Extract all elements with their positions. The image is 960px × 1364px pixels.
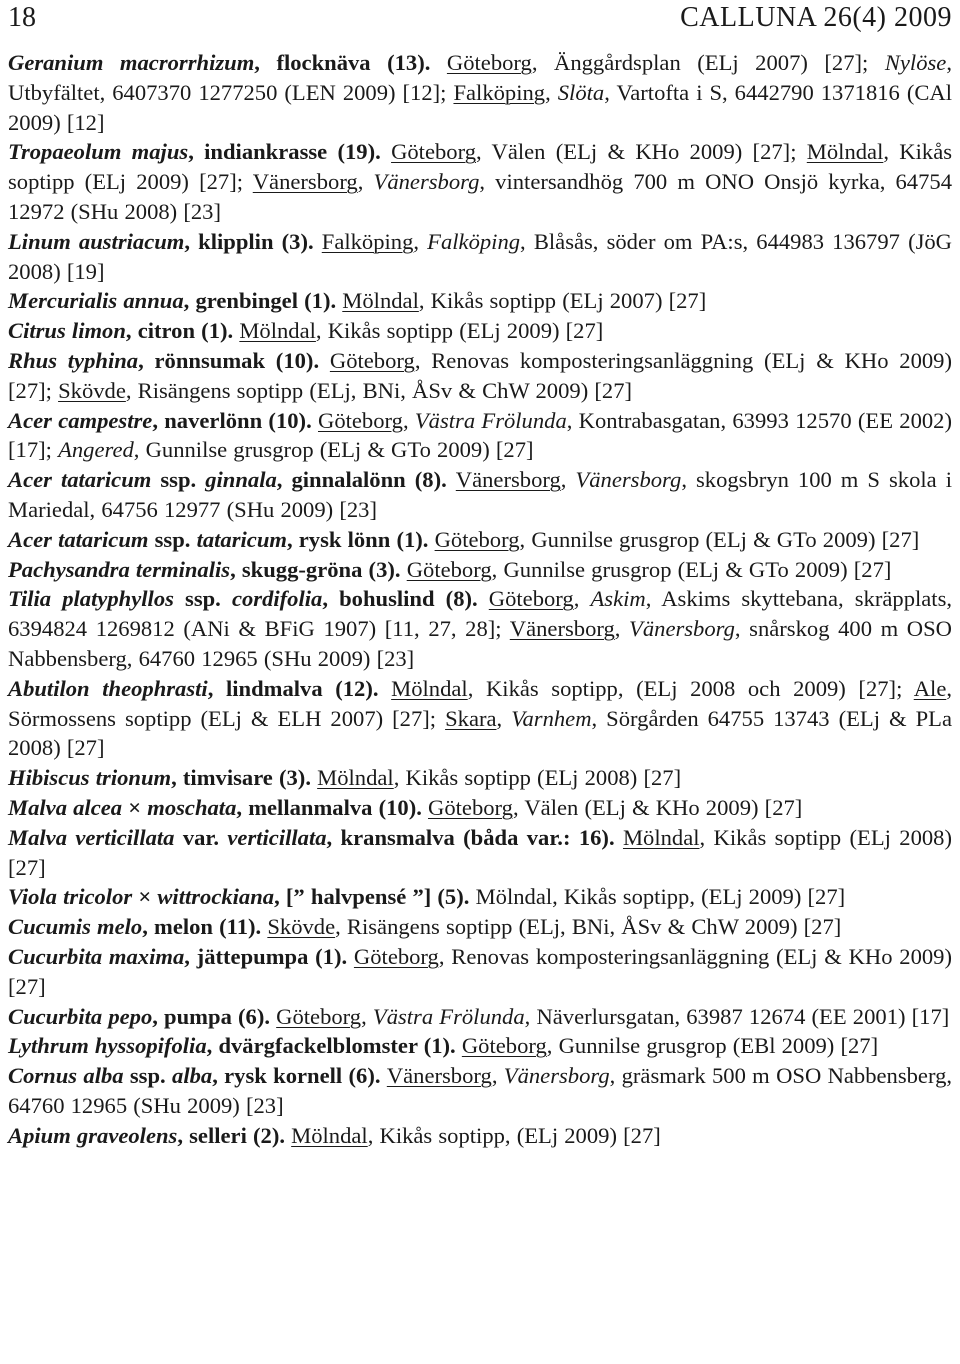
record-text: , [545,79,558,105]
place-name: Göteborg [428,794,513,820]
place-name: Vänersborg [252,169,358,195]
scientific-name: Pachysandra terminalis [8,556,231,582]
common-name: var. [174,824,228,850]
page-header [8,0,952,48]
record-text: , vintersandhög 700 m ONO Onsjö kyrka, 64754 12972 (SHu 2008) [23] [8,169,952,224]
place-name: Ale [913,675,947,701]
record-text: , Kikås soptipp (ELj 2007) [27] [418,288,707,314]
common-name: ssp. [148,526,197,552]
record-text: , Gunnilse grusgrop (ELj & GTo 2009) [27] [491,556,892,582]
species-entry [8,525,952,555]
place-name: Mölndal [291,1122,368,1148]
record-text: , Gunnilse grusgrop (EBl 2009) [27] [546,1033,879,1059]
record-text: , snårskog 400 m OSO Nabbensberg, 64760 12965 (SHu 2009) [23] [8,616,952,671]
place-name: Mölndal [239,318,316,344]
scientific-name: ginnala [205,467,277,493]
species-entry [8,674,952,763]
record-text: , [614,616,630,642]
species-entry [8,584,952,673]
common-name: , rönnsumak (10). [138,347,330,373]
place-name: Skövde [58,377,126,403]
scientific-name: Geranium macrorrhizum [8,50,255,75]
common-name: , rysk kornell (6). [212,1063,387,1089]
species-entry [8,346,952,406]
locality-name: Slöta [557,79,605,105]
species-entry [8,763,952,793]
record-text: , [496,705,512,731]
scientific-name: moschata [147,794,237,820]
scientific-name: tataricum [196,526,287,552]
record-text: , [491,1063,504,1089]
record-text: , Kikås soptipp (ELj 2008) [27] [8,824,952,880]
species-entry [8,1031,952,1061]
page-number: 18 [8,2,36,33]
place-name: Göteborg [461,1033,547,1059]
scientific-name: Malva verticillata [8,824,175,850]
scientific-name: Apium graveolens [8,1122,178,1148]
record-text: Mölndal, Kikås soptipp, (ELj 2009) [27] [475,884,846,910]
record-text: , Kikås soptipp (ELj 2009) [27]; [8,139,953,195]
locality-name: Vänersborg [503,1063,610,1089]
record-text: , Renovas komposteringsanläggning (ELj & KHo 2009) [27]; [8,347,952,403]
common-name: , grenbingel (1). [183,288,343,314]
common-name: , klipplin (3). [184,228,322,254]
common-name: , bohuslind (8). [322,586,489,612]
place-name: Göteborg [488,586,574,612]
common-name: × [132,884,158,910]
record-text: , Gunnilse grusgrop (ELj & GTo 2009) [27] [133,437,534,463]
record-text: , skogsbryn 100 m S skola i Mariedal, 64756 12977 (SHu 2009) [23] [8,467,952,522]
locality-name: Askim [590,586,646,612]
common-name: , [” halvpensé ”] (5). [274,884,476,910]
record-text: , Sörgården 64755 13743 (ELj & PLa 2008) [27] [8,705,952,761]
document-page [8,0,952,1150]
locality-name: Angered [58,437,134,463]
record-text: , Änggårdsplan (ELj 2007) [27]; [531,50,885,75]
locality-name: Vänersborg [575,467,682,493]
common-name: , melon (11). [142,914,268,940]
record-text: , Näverlursgatan, 63987 12674 (EE 2001) [17] [524,1003,950,1029]
place-name: Mölndal [391,675,468,701]
species-entry [8,1002,952,1032]
record-text: , [357,169,374,195]
record-text: , Kikås soptipp (ELj 2008) [27] [393,765,682,791]
locality-name: Falköping [427,228,521,254]
place-name: Mölndal [342,288,419,314]
record-text: , Kikås soptipp, (ELj 2009) [27] [367,1122,661,1148]
place-name: Skövde [267,914,336,940]
record-text: , Kontrabasgatan, 63993 12570 (EE 2002) [17]; [8,407,952,463]
record-text: , Välen (ELj & KHo 2009) [27]; [476,139,807,165]
common-name: , kransmalva (båda var.: 16). [326,824,623,850]
species-entry [8,137,952,226]
record-text: , Risängens soptipp (ELj, BNi, ÅSv & ChW 2009) [27] [125,377,633,403]
record-text: , Välen (ELj & KHo 2009) [27] [512,794,803,820]
place-name: Göteborg [391,139,476,165]
species-entry [8,823,952,883]
common-name: , naverlönn (10). [152,407,318,433]
species-entry [8,465,952,525]
scientific-name: Lythrum hyssopifolia [8,1033,207,1059]
place-name: Skara [445,705,497,731]
place-name: Falköping [321,228,414,254]
scientific-name: verticillata [227,824,327,850]
record-text: , Vartofta i S, 6442790 1371816 (CAl 2009) [12] [8,79,953,135]
scientific-name: Abutilon theophrasti [8,675,208,701]
locality-name: Vänersborg [629,616,735,642]
common-name: ssp. [123,1063,173,1089]
scientific-name: Linum austriacum [8,228,185,254]
record-text: , Blåsås, söder om PA:s, 644983 136797 (JöG 2008) [19] [8,228,952,284]
record-text: , [361,1003,373,1029]
species-entry [8,316,952,346]
common-name: × [122,794,148,820]
scientific-name: Rhus typhina [8,347,139,373]
record-text: , Sörmossens soptipp (ELj & ELH 2007) [27]; [8,675,952,731]
species-entry [8,48,952,137]
species-entry [8,912,952,942]
place-name: Mölndal [317,765,394,791]
common-name: , citron (1). [125,318,240,344]
common-name: , lindmalva (12). [207,675,392,701]
common-name: , ginnalalönn (8). [276,467,456,493]
locality-name: Nylöse [884,50,947,75]
common-name: , skugg-gröna (3). [230,556,407,582]
locality-name: Västra Frölunda [372,1003,525,1029]
scientific-name: Acer tataricum [8,526,149,552]
common-name: , flocknäva (13). [254,50,447,75]
place-name: Göteborg [318,407,403,433]
record-text: , Askims skyttebana, skräpplats, 6394824 1269812 (ANi & BFiG 1907) [11, 27, 28]; [8,586,953,642]
record-text: , [413,228,428,254]
place-name: Vänersborg [455,467,561,493]
record-text: , [560,467,576,493]
common-name: , dvärgfackelblomster (1). [206,1033,462,1059]
species-entry [8,555,952,585]
scientific-name: Malva alcea [8,794,123,820]
place-name: Göteborg [446,50,532,75]
common-name: ssp. [173,586,232,612]
species-entry [8,1061,952,1121]
record-text: , Renovas komposteringsanläggning (ELj & KHo 2009) [27] [8,943,952,999]
place-name: Göteborg [353,943,439,969]
place-name: Göteborg [406,556,492,582]
locality-name: Västra Frölunda [414,407,567,433]
journal-title: CALLUNA 26(4) 2009 [680,2,952,33]
common-name: , rysk lönn (1). [286,526,435,552]
common-name: , pumpa (6). [152,1003,277,1029]
species-entry [8,227,952,287]
scientific-name: Acer campestre [8,407,153,433]
record-text: , Utbyfältet, 6407370 1277250 (LEN 2009) [12]; [8,50,952,105]
scientific-name: Cornus alba [8,1063,124,1089]
species-list [8,48,952,1150]
place-name: Göteborg [434,526,520,552]
place-name: Mölndal [806,139,884,165]
scientific-name: cordifolia [231,586,323,612]
scientific-name: Acer tataricum [8,467,152,493]
common-name: , timvisare (3). [171,765,318,791]
locality-name: Vänersborg [373,169,480,195]
common-name: ssp. [151,467,206,493]
common-name: , jättepumpa (1). [184,943,354,969]
record-text: , [402,407,415,433]
scientific-name: Mercurialis annua [8,288,184,314]
locality-name: Varnhem [511,705,592,731]
scientific-name: Citrus limon [8,318,126,344]
species-entry [8,793,952,823]
scientific-name: Tropaeolum majus [8,139,189,165]
record-text: , Kikås soptipp (ELj 2009) [27] [315,318,604,344]
species-entry [8,1121,952,1151]
scientific-name: wittrockiana [157,884,275,910]
record-text: , gräsmark 500 m OSO Nabbensberg, 64760 12965 (SHu 2009) [23] [8,1063,953,1118]
scientific-name: Viola tricolor [8,884,133,910]
place-name: Vänersborg [386,1063,492,1089]
scientific-name: Hibiscus trionum [8,765,172,791]
record-text: , Kikås soptipp, (ELj 2008 och 2009) [27]; [467,675,914,701]
scientific-name: Cucumis melo [8,914,143,940]
place-name: Vänersborg [509,616,615,642]
record-text: , [573,586,591,612]
species-entry [8,286,952,316]
common-name: , selleri (2). [177,1122,292,1148]
place-name: Göteborg [329,347,415,373]
species-entry [8,882,952,912]
record-text: , Gunnilse grusgrop (ELj & GTo 2009) [27] [519,526,920,552]
common-name: , mellanmalva (10). [236,794,429,820]
place-name: Falköping [453,79,546,105]
species-entry [8,942,952,1002]
place-name: Göteborg [276,1003,362,1029]
scientific-name: Tilia platyphyllos [8,586,174,612]
place-name: Mölndal [622,824,700,850]
species-entry [8,406,952,466]
scientific-name: Cucurbita maxima [8,943,185,969]
scientific-name: alba [172,1063,213,1089]
common-name: , indiankrasse (19). [188,139,392,165]
scientific-name: Cucurbita pepo [8,1003,153,1029]
record-text: , Risängens soptipp (ELj, BNi, ÅSv & ChW 2009) [27] [335,914,842,940]
